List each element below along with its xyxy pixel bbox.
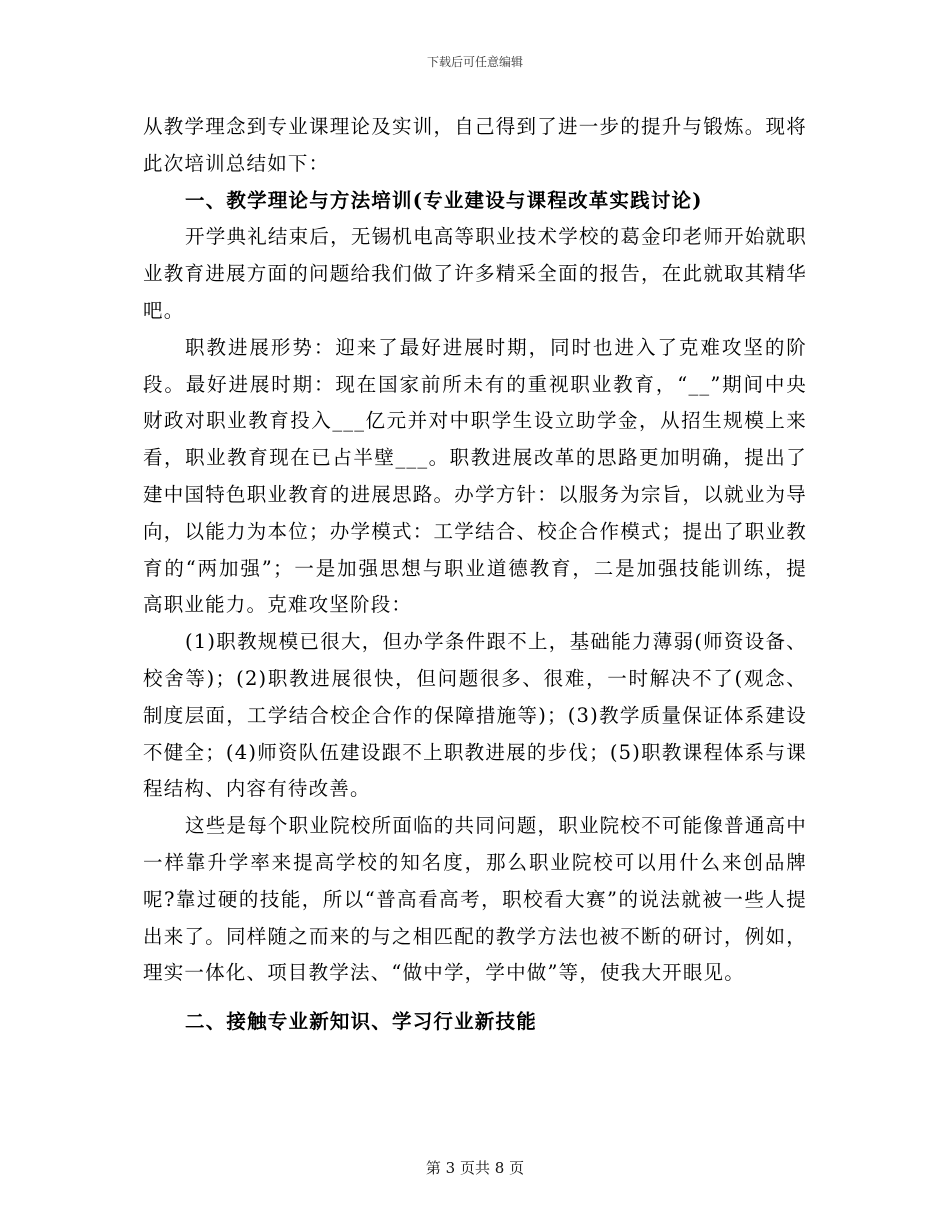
section-heading-2: 二、接触专业新知识、学习行业新技能: [185, 1010, 537, 1034]
paragraph-intro: 从教学理念到专业课理论及实训，自己得到了进一步的提升与锻炼。现将此次培训总结如下：: [143, 115, 807, 175]
page-footer: 第 3 页共 8 页: [425, 1159, 525, 1177]
paragraph-opening-ceremony: 开学典礼结束后，无锡机电高等职业技术学校的葛金印老师开始就职业教育进展方面的问题给我们做了许多精采全面的报告，在此就取其精华吧。: [143, 225, 807, 322]
document-body: [143, 109, 807, 1041]
paragraph-problems-list: (1)职教规模已很大，但办学条件跟不上，基础能力薄弱(师资设备、校舍等)；(2)职教进展很快，但问题很多、很难，一时解决不了(观念、制度层面，工学结合校企合作的保障措施等)；(3)教学质量保证体系建设不健全；(4)师资队伍建设跟不上职教进展的步伐；(5)职教课程体系与课程结构、内容有待改善。: [143, 630, 807, 801]
paragraph-common-problems: 这些是每个职业院校所面临的共同问题，职业院校不可能像普通高中一样靠升学率来提高学校的知名度，那么职业院校可以用什么来创品牌呢?靠过硬的技能，所以“普高看高考，职校看大赛”的说法就被一些人提出来了。同样随之而来的与之相匹配的教学方法也被不断的研讨，例如，理实一体化、项目教学法、“做中学，学中做”等，使我大开眼见。: [143, 814, 807, 985]
section-heading-1: 一、教学理论与方法培训(专业建设与课程改革实践讨论): [185, 188, 703, 212]
paragraph-development-situation: 职教进展形势：迎来了最好进展时期，同时也进入了克难攻坚的阶段。最好进展时期：现在国家前所未有的重视职业教育，“__”期间中央财政对职业教育投入___亿元并对中职学生设立助学金，从招生规模上来看，职业教育现在已占半壁___。职教进展改革的思路更加明确，提出了建中国特色职业教育的进展思路。办学方针：以服务为宗旨，以就业为导向，以能力为本位；办学模式：工学结合、校企合作模式；提出了职业教育的“两加强”；一是加强思想与职业道德教育，二是加强技能训练，提高职业能力。克难攻坚阶段：: [143, 335, 807, 617]
page-header: 下载后可任意编辑: [426, 55, 523, 69]
